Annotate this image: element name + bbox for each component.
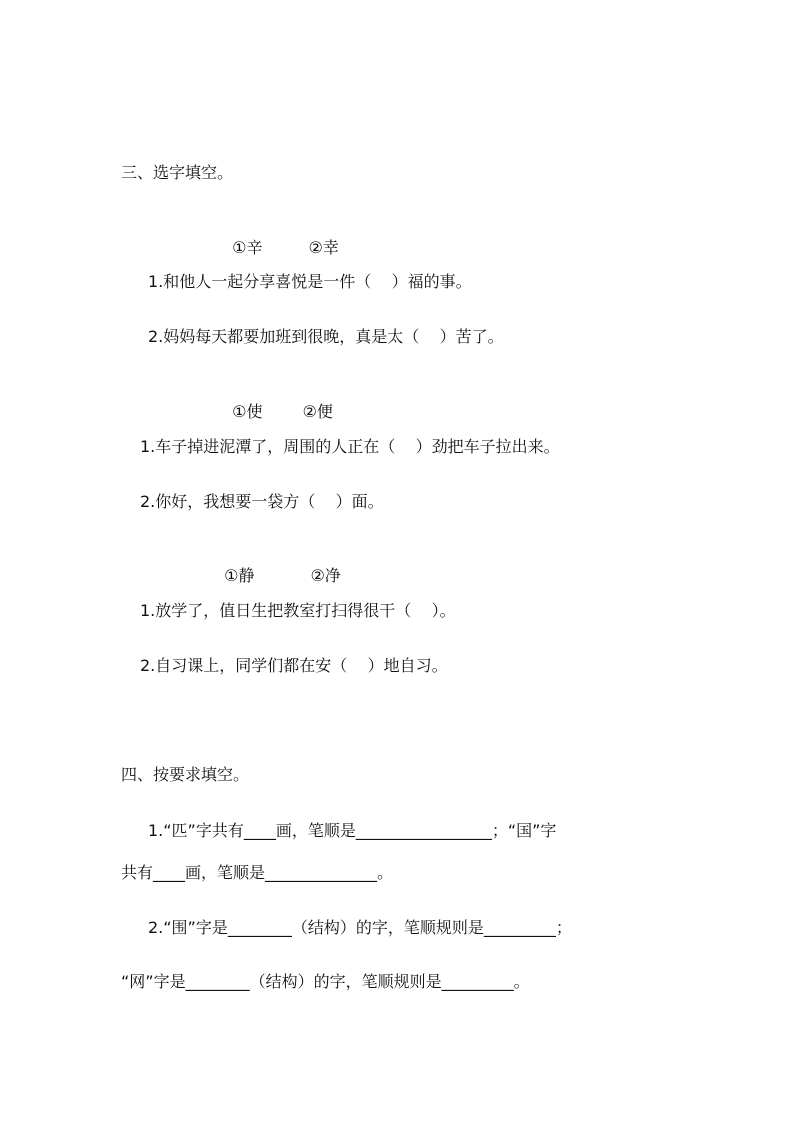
choice-group-1	[222, 218, 339, 258]
choice-option-2: ②净	[310, 566, 341, 585]
section3-title: 三、选字填空。	[121, 163, 234, 182]
choice-option-1: ①使	[232, 402, 263, 421]
choice-option-1: ①静	[224, 566, 255, 585]
fill-line: 1.“匹”字共有____画，笔顺是_________________；“国”字	[148, 821, 557, 840]
section4-title: 四、按要求填空。	[121, 765, 250, 784]
question-item: 1.和他人一起分享喜悦是一件（ ）福的事。	[148, 272, 472, 291]
question-item: 1.车子掉进泥潭了，周围的人正在（ ）劲把车子拉出来。	[140, 437, 560, 456]
choice-group-3	[214, 546, 341, 586]
question-item: 2.妈妈每天都要加班到很晚，真是太（ ）苦了。	[148, 327, 504, 346]
fill-line: 2.“围”字是________（结构）的字，笔顺规则是_________；	[148, 918, 572, 937]
choice-group-2	[222, 382, 333, 422]
question-item: 1.放学了，值日生把教室打扫得很干（ ）。	[140, 601, 456, 620]
choice-option-1: ①辛	[232, 238, 263, 257]
question-item: 2.你好，我想要一袋方（ ）面。	[140, 492, 384, 511]
choice-option-2: ②便	[302, 402, 333, 421]
choice-option-2: ②幸	[308, 238, 339, 257]
fill-line: “网”字是________（结构）的字，笔顺规则是_________。	[121, 972, 530, 991]
question-item: 2.自习课上，同学们都在安（ ）地自习。	[140, 656, 448, 675]
fill-line: 共有____画，笔顺是______________。	[121, 863, 394, 882]
